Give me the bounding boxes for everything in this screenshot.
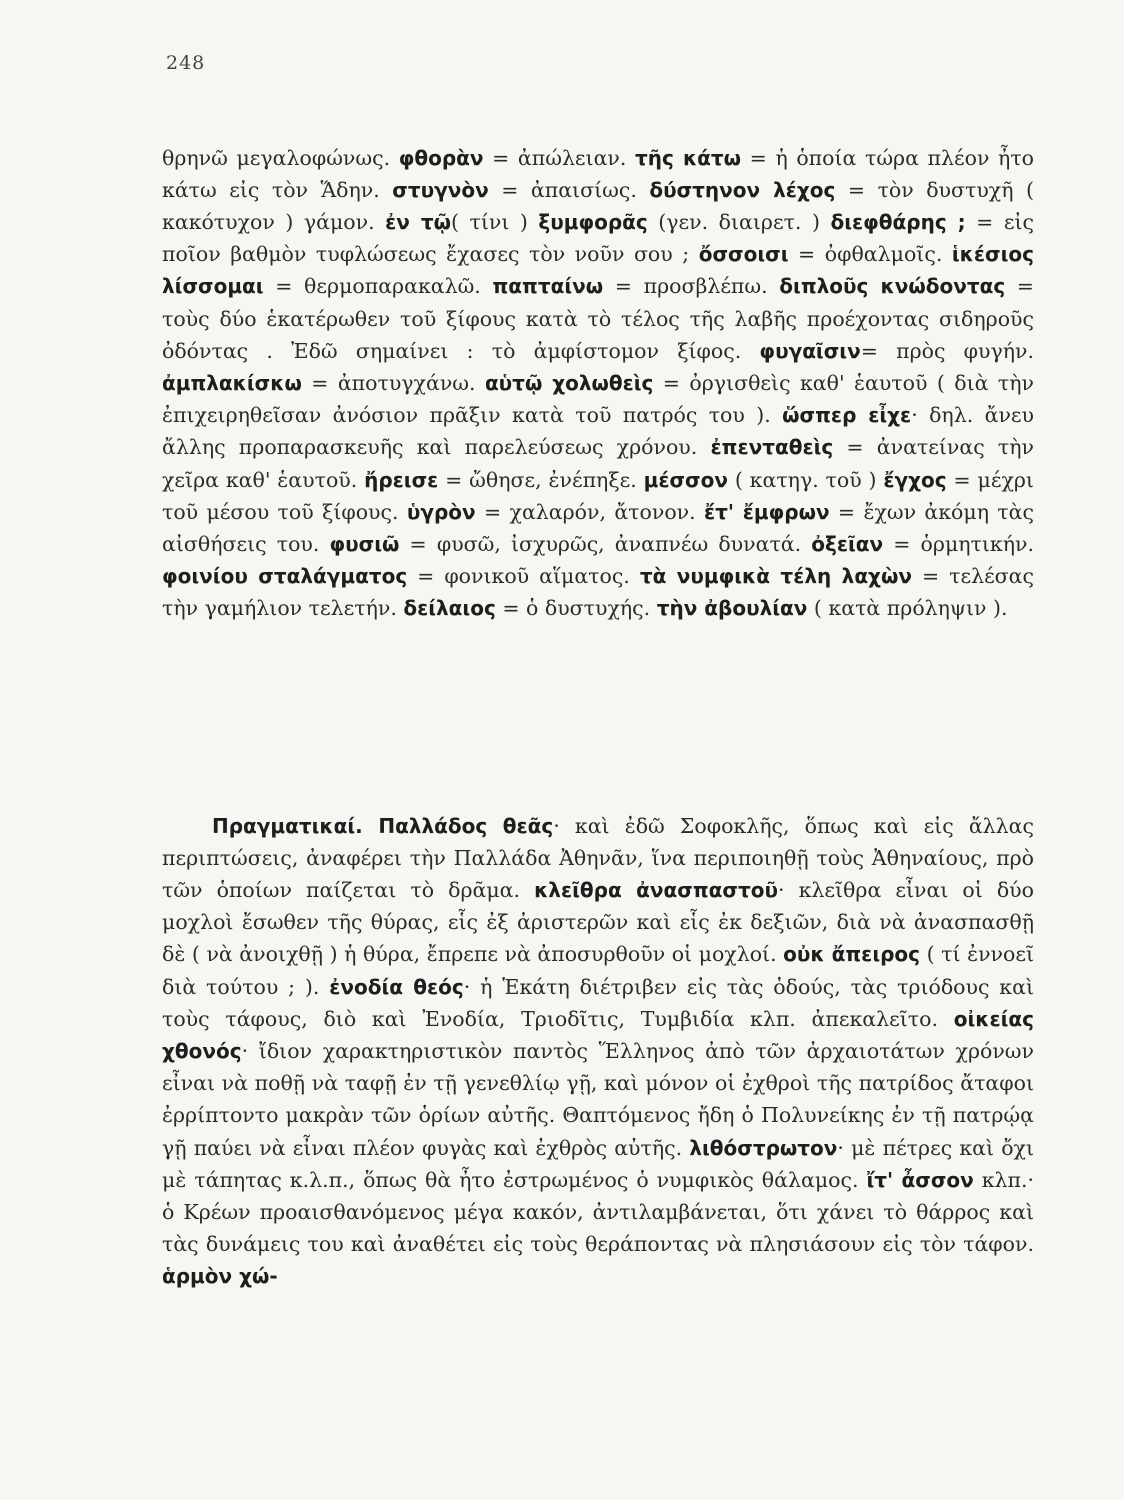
headword: ἴτ' ἆσσον <box>866 1167 974 1192</box>
text-run: = ὁρμητικήν. <box>883 531 1035 556</box>
headword: φοινίου σταλάγματος <box>162 564 408 589</box>
headword: διεφθάρης ; <box>830 209 966 234</box>
text-run: · μὲ πέτρες καὶ ὄχι μὲ τάπητας κ.λ.π., ὅπως θὰ ἦτο ἐστρωμένος ὁ νυμφικὸς θάλαμος. <box>162 1135 1035 1192</box>
headword: οἰκείας χθονός <box>162 1006 1034 1063</box>
text-run: = ὀργισθεὶς καθ' ἑαυτοῦ ( διὰ τὴν ἐπιχειρηθεῖσαν ἀνόσιον πρᾶξιν κατὰ τοῦ πατρός του ). <box>162 370 1034 428</box>
text-run: ( τί ἐννοεῖ διὰ τούτου ; ). <box>162 942 1034 999</box>
text-run: = μέχρι τοῦ μέσου τοῦ ξίφους. <box>162 467 1034 524</box>
text-run: = ἀνατείνας τὴν χεῖρα καθ' ἑαυτοῦ. <box>162 435 1035 492</box>
headword: οὐκ ἄπειρος <box>783 942 921 967</box>
text-run: ( τίνι ) <box>451 209 539 234</box>
headword: ἱκέσιος λίσσομαι <box>162 242 1034 299</box>
text-run: · δηλ. ἄνευ ἄλλης προπαρασκευῆς καὶ παρελεύσεως χρόνου. <box>162 403 1034 460</box>
headword: δύστηνον λέχος <box>649 177 836 202</box>
headword: Πραγματικαί. Παλλάδος θεᾶς <box>212 813 554 838</box>
headword: φυγαῖσιν <box>759 338 861 363</box>
headword: διπλοῦς κνώδοντας <box>779 274 1006 299</box>
headword: ὀξεῖαν <box>811 531 884 556</box>
page-number: 248 <box>166 52 206 74</box>
glossary-notes <box>162 142 1034 625</box>
headword: ἐνοδία θεός <box>329 974 464 999</box>
text-run: = ἀποτυγχάνω. <box>301 370 485 395</box>
text-run: κλπ.· ὁ Κρέων προαισθανόμενος μέγα κακόν, ἀντιλαμβάνεται, ὅτι χάνει τὸ θάρρος καὶ τὰς δυνάμεις του καὶ ἀναθέτει εἰς τοὺς θεράποντας νὰ πλησιάσουν εἰς τὸν τάφον. <box>162 1167 1035 1257</box>
text-run: θρηνῶ μεγαλοφώνως. <box>162 145 399 170</box>
headword: ξυμφορᾶς <box>538 209 648 234</box>
text-run: = φονικοῦ αἵματος. <box>407 564 640 589</box>
text-run: = εἰς ποῖον βαθμὸν τυφλώσεως ἔχασες τὸν νοῦν σου ; <box>162 209 1034 267</box>
text-run: · ἴδιον χαρακτηριστικὸν παντὸς Ἕλληνος ἀπὸ τῶν ἀρχαιοτάτων χρόνων εἶναι νὰ ποθῇ νὰ ταφῇ ἐν τῇ γενεθλίῳ γῇ, καὶ μόνον οἱ ἐχθροὶ τῆς πατρίδος ἄταφοι ἐρρίπτοντο μακρὰν τῶν ὁρίων αὐτῆς. Θαπτόμενος ἤδη ὁ Πολυνείκης ἐν τῇ πατρῴᾳ γῇ παύει νὰ εἶναι πλέον φυγὰς καὶ ἐχθρὸς αὐτῆς. <box>162 1038 1034 1160</box>
text-run: = προσβλέπω. <box>603 274 780 299</box>
headword: ἐπενταθεὶς <box>710 435 834 460</box>
text-run: = ὀφθαλμοῖς. <box>788 242 952 267</box>
headword: ἀμπλακίσκω <box>162 370 302 395</box>
text-run: = χαλαρόν, ἄτονον. <box>475 499 704 524</box>
text-run: ( κατηγ. τοῦ ) <box>727 467 884 492</box>
headword: ἔγχος <box>883 467 947 492</box>
text-run: · καὶ ἐδῶ Σοφοκλῆς, ὅπως καὶ εἰς ἄλλας περιπτώσεις, ἀναφέρει τὴν Παλλάδα Ἀθηνᾶν, ἵνα περιποιηθῇ τοὺς Ἀθηναίους, πρὸ τῶν ὁποίων παίζεται τὸ δρᾶμα. <box>162 813 1034 902</box>
text-run: = τὸν δυστυχῆ ( κακότυχον ) γάμον. <box>162 177 1035 234</box>
headword: τῆς κάτω <box>635 145 742 170</box>
headword: ἐν τῷ <box>385 209 451 234</box>
headword: ὥσπερ εἶχε <box>782 403 912 428</box>
headword: ἤρεισε <box>364 467 439 492</box>
headword: παπταίνω <box>492 274 604 299</box>
headword: ἁρμὸν χώ- <box>162 1264 278 1289</box>
headword: ὄσσοισι <box>698 242 789 267</box>
text-run: = τοὺς δύο ἑκατέρωθεν τοῦ ξίφους κατὰ τὸ τέλος τῆς λαβῆς προέχοντας σιδηροῦς ὀδόντας . Ἐδῶ σημαίνει : τὸ ἀμφίστομον ξίφος. <box>162 274 1034 363</box>
headword: στυγνὸν <box>392 177 489 202</box>
headword: ἔτ' ἔμφρων <box>703 499 830 524</box>
text-run: = φυσῶ, ἰσχυρῶς, ἀναπνέω δυνατά. <box>399 531 812 556</box>
headword: μέσσον <box>643 467 728 492</box>
text-run: = πρὸς φυγήν. <box>860 338 1034 363</box>
text-run: · ἡ Ἑκάτη διέτριβεν εἰς τὰς ὁδούς, τὰς τριόδους καὶ τοὺς τάφους, διὸ καὶ Ἐνοδία, Τριοδῖτις, Τυμβιδία κλπ. ἀπεκαλεῖτο. <box>162 974 1034 1031</box>
text-run: = τελέσας τὴν γαμήλιον τελετήν. <box>162 564 1035 621</box>
headword: δείλαιος <box>403 596 496 621</box>
headword: αὑτῷ χολωθεὶς <box>484 370 654 395</box>
text-run: (γεν. διαιρετ. ) <box>647 209 831 234</box>
text-run: = ἔχων ἀκόμη τὰς αἰσθήσεις του. <box>162 499 1034 556</box>
headword: τὰ νυμφικὰ τέλη λαχὼν <box>639 564 912 589</box>
text-run: = ἀπώλειαν. <box>483 145 636 170</box>
text-run: = ἡ ὁποία τώρα πλέον ἦτο κάτω εἰς τὸν Ἅδην. <box>162 145 1035 202</box>
headword: φυσιῶ <box>329 531 400 556</box>
text-run: = ὤθησε, ἐνέπηξε. <box>438 467 644 492</box>
text-run: = ἀπαισίως. <box>488 177 650 202</box>
headword: φθορὰν <box>398 145 484 170</box>
headword: ὑγρὸν <box>406 499 476 524</box>
text-run: · κλεῖθρα εἶναι οἱ δύο μοχλοὶ ἔσωθεν τῆς θύρας, εἷς ἐξ ἀριστερῶν καὶ εἷς ἐκ δεξιῶν, διὰ νὰ ἀνασπασθῇ δὲ ( νὰ ἀνοιχθῇ ) ἡ θύρα, ἔπρεπε νὰ ἀποσυρθοῦν οἱ μοχλοί. <box>162 877 1034 967</box>
headword: λιθόστρωτον <box>689 1135 838 1160</box>
headword: κλεῖθρα ἀνασπαστοῦ <box>534 877 779 902</box>
text-run: = ὁ δυστυχής. <box>495 596 657 621</box>
commentary-paragraph <box>162 810 1034 1293</box>
headword: τὴν ἀβουλίαν <box>656 596 808 621</box>
text-run: ( κατὰ πρόληψιν ). <box>807 596 1008 621</box>
text-run: = θερμοπαρακαλῶ. <box>263 274 493 299</box>
